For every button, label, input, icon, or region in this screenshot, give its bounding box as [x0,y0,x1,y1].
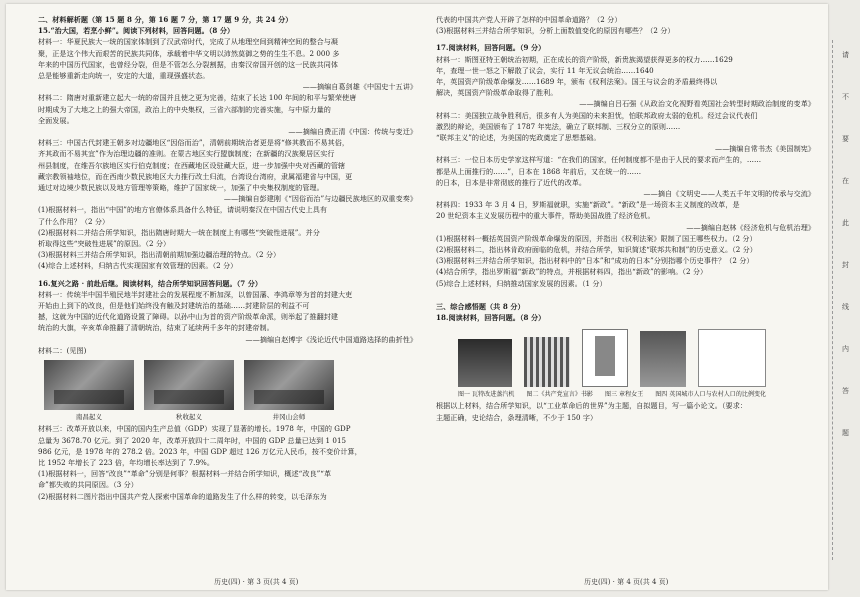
source-citation: ——摘编自赵博宇《浅论近代中国道路选择的曲折性》 [245,334,417,344]
text-line: 比 1952 年增长了 223 倍，年均增长率达到了 7.9%。 [38,457,214,467]
exam-sheet [6,4,828,590]
text-line: 主题正确，史论结合，条理清晰，不少于 150 字） [436,412,598,422]
text-line: 材料三：改革开放以来，中国的国内生产总值（GDP）实现了显著的增长。1978 年，中国的 GDP [38,424,351,434]
text-line: (3)根据材料三并结合所学知识，指出清朝前期加强边疆治理的特点。（2 分） [38,250,281,260]
photo-caption: 井冈山会师 [272,413,306,422]
text-line: 总量为 3678.70 亿元。到了 2020 年，改革开放四十二周年时，中国的 GDP 总量已达到 1 015 [38,435,347,445]
text-line: 20 世纪资本主义发展历程中的重大事件，帮助美国战胜了经济危机。 [436,211,655,221]
text-line: 州县制度，在维吾尔族地区实行伯克制度；在西藏地区设驻藏大臣，进一步加强中央对西藏的管辖 [38,160,346,170]
binding-char: 线 [842,303,849,311]
text-line: (1)根据材料一概括英国资产阶级革命爆发的原因，并指出《权利法案》限制了国王哪些权力。（2 分） [436,233,757,243]
binding-char: 请 [842,51,849,59]
text-line: 藏宗教领袖地位，而在西南少数民族地区大力推行改土归流，台湾设台湾府，隶属福建省与中国，更 [38,171,353,181]
text-line: 时期成为了大地之上的强大帝国，政治上的中央集权，三省六部制的完善实施，与中原力量的 [38,104,331,114]
question-heading: 二、材料解析题（第 15 题 8 分，第 16 题 7 分，第 17 题 9 分，共 24 分） [38,15,293,24]
material-pictures [458,329,821,387]
text-line: 析取得这些“突破性进展”的原因。（2 分） [38,239,171,249]
text-line: 都是从上面推行的……”，日本在 1868 年前后，又在统一的…… [436,166,642,176]
portrait-image [640,331,686,387]
text-line: 的日本，日本是非常彻底的推行了近代的改革。 [436,177,587,187]
photo-jinggangshan [244,360,334,410]
text-line: 统治的大旗，辛亥革命推翻了清朝统治，结束了延续两千多年的封建帝制。 [38,323,274,333]
photo-nanchang [44,360,134,410]
binding-char: 内 [842,345,849,353]
source-citation: ——摘自《文明史——人类五千年文明的传承与交流》 [643,189,815,199]
question-heading: 15.“治大国，若烹小鲜”。阅读下列材料，回答问题。（8 分） [38,26,235,36]
text-line: (1)根据材料一，指出“中国”的地方官僚体系具备什么特征，请说明秦汉在中国古代史上具有 [38,205,328,215]
text-line: (4)综合上述材料，归纳古代实现国家有效管理的因素。（2 分） [38,261,238,271]
text-line: 开始由上到下的改良，但是他们始终没有触及封建统治的基础……封建阶层的利益不可 [38,301,310,311]
source-citation: ——摘编自吕石强《从政治文化视野看英国社会转型时期政治制度的变革》 [579,99,815,109]
text-line: 材料二：美国独立战争胜利后，很多有人为美国的未来担忧，怕联邦政府太弱的危机。经过会议代表们 [436,110,758,120]
binding-char: 在 [842,177,849,185]
text-line: 材料二：隋唐对重新建立起大一统的帝国并且使之更为完善，结束了长达 100 年间的和平与繁荣使唐 [38,93,357,103]
picture-caption: 图三 章程女王 [604,391,644,399]
binding-char: 不 [842,93,849,101]
question-heading: 17.阅读材料，回答问题。（9 分） [436,43,546,53]
photo-qiushou [144,360,234,410]
text-line: 986 亿元，是 1978 年的 278.2 倍。2023 年，中国 GDP 超过 126 万亿元人民币，按不变价计算， [38,446,362,456]
question-heading: 18.阅读材料，回答问题。（8 分） [436,313,546,323]
source-citation: ——摘编自费正清《中国：传统与变迁》 [288,127,417,137]
binding-char: 题 [842,429,849,437]
page-footer-left: 历史(四) · 第 3 页(共 4 页) [214,578,299,586]
population-chart-image [698,329,766,387]
text-line: 材料一：传统半中国半殖民地半封建社会的发展程度不断加深，以曾国藩、李鸿章等为首的封建大吏 [38,289,353,299]
text-line: (3)根据材料三并结合所学知识，指出材料中的“日本”和“成功的日本”分别指哪个历史事件？（2 分） [436,256,754,266]
text-line: 总是能够重新走向统一，安定的大道，重现强盛状态。 [38,71,210,81]
text-line: “联邦主义”的论述，为美国的宪政奠定了思想基础。 [436,133,601,143]
material-photos [44,360,423,410]
source-citation: ——摘编自葛剑雄《中国史十五讲》 [302,82,417,92]
text-line: 全面发展。 [38,115,74,125]
question-heading: 16.复兴之路 · 前赴后继。阅读材料，结合所学知识回答问题。（7 分） [38,278,263,288]
source-citation: ——摘编自赵林《经济危机与危机治理》 [686,222,815,232]
picture-caption: 图四 英国城市人口与农村人口的比例变化 [655,391,767,399]
binding-char: 此 [842,219,849,227]
text-line: 年，英国资产阶级革命爆发……1689 年，颁布《权利法案》。国王与议会的矛盾最终得以 [436,77,718,87]
text-line: 年来的中国历代国家，也曾经分裂，但是不管怎么分裂割据，由秦汉帝国开创的这一民族共同体 [38,59,339,69]
manifesto-image [524,337,570,387]
page-footer-right: 历史(四) · 第 4 页(共 4 页) [584,578,669,586]
source-citation: ——摘编自彭建刚《“因俗而治”与边疆民族地区的双重变奏》 [223,194,417,204]
text-line: (2)根据材料二并结合所学知识，指出隋唐时期大一统在制度上有哪些“突破性进展”。并分 [38,227,320,237]
text-line: 年，查理一世一怒之下解散了议会，实行 11 年无议会统治……1640 [436,65,654,75]
binding-char: 答 [842,387,849,395]
text-line: 材料二：(见图) [38,345,87,355]
photo-caption: 秋收起义 [175,413,203,422]
text-line: 齐其政而不易其宜”作为治理边疆的准则。在蒙古地区实行盟旗制度；在新疆的汉族聚居区实行 [38,149,335,159]
text-line: 材料一：华夏民族大一统的国家体制到了汉武帝时代，完成了从地理空间到精神空间的整合与凝 [38,37,339,47]
text-line: (3)根据材料三并结合所学知识，分析上面数值变化的原因有哪些？（2 分） [436,26,675,36]
text-line: 了什么作用？（2 分） [38,216,110,226]
source-citation: ——摘编自常书杰《美国制宪》 [714,144,815,154]
text-line: 材料一：斯图亚特王朝统治初期，正在成长的资产阶级，新贵族渴望获得更多的权力……1629 [436,54,733,64]
text-line: 代表的中国共产党人开辟了怎样的中国革命道路？（2 分） [436,15,622,24]
steam-engine-image [458,339,512,387]
text-line: (5)综合上述材料，归纳推动国家发展的因素。（1 分） [436,278,607,288]
queen-image [582,329,628,387]
binding-line [832,40,833,560]
text-line: (4)结合所学，指出罗斯福“新政”的特点，并根据材料四，指出“新政”的影响。（2 分） [436,267,708,277]
page-4-column [436,14,821,574]
binding-char: 封 [842,261,849,269]
text-line: 材料三：中国古代封建王朝多对边疆地区“因俗而治”，清朝前期统治者更是将“修其教而不易其俗， [38,138,350,148]
binding-char: 要 [842,135,849,143]
text-line: 激烈的辩论，美国颁布了 1787 年宪法，确立了联邦制、三权分立的原则…… [436,121,681,131]
photo-caption: 南昌起义 [75,413,103,422]
question-heading: 三、综合感悟题（共 8 分） [436,301,525,311]
text-line: 命”都失败的共同原因。（3 分） [38,480,138,490]
text-line: 解决，英国资产阶级革命取得了胜利。 [436,88,558,98]
text-line: (2)根据材料二，指出林肯政府面临的危机，并结合所学，知识简述“联邦共和制”的历史意义。（2 分） [436,245,757,255]
text-line: (1)根据材料一，回答“改良”“革命”分别是何事？根据材料一并结合所学知识，概述“改良”“革 [38,469,332,479]
text-line: 根据以上材料，结合所学知识，以“工业革命后的世界”为主题，自拟题目，写一篇小论文。（要求： [436,401,747,411]
text-line: (2)根据材料二图片指出中国共产党人探索中国革命的道路发生了什么样的转变，以毛泽东为 [38,491,327,501]
text-line: 通过对边境少数民族以及地方管理等策略，维护了国家统一，加强了中央集权制度的管理。 [38,183,324,193]
picture-caption: 图二《共产党宣言》书影 [526,391,593,399]
text-line: 聚，正是这个伟大而艰苦的民族共同体，承载着中华文明以沛然莫御之势的生生不息。2 000 多 [38,48,340,58]
page-3-column [38,14,423,574]
text-line: 材料四：1933 年 3 月 4 日，罗斯福就职，实施“新政”。“新政”是一场资本主义制度的改革，是 [436,200,740,210]
text-line: 撼，这就为中国的近代化道路设置了障碍。以孙中山为首的资产阶级革命派，则举起了推翻封建 [38,312,339,322]
picture-caption: 图一 瓦特改进蒸汽机 [458,391,515,399]
text-line: 材料三：一位日本历史学家这样写道：“在我们的国家，任何制度都不是由于人民的要求而产生的，…… [436,155,762,165]
